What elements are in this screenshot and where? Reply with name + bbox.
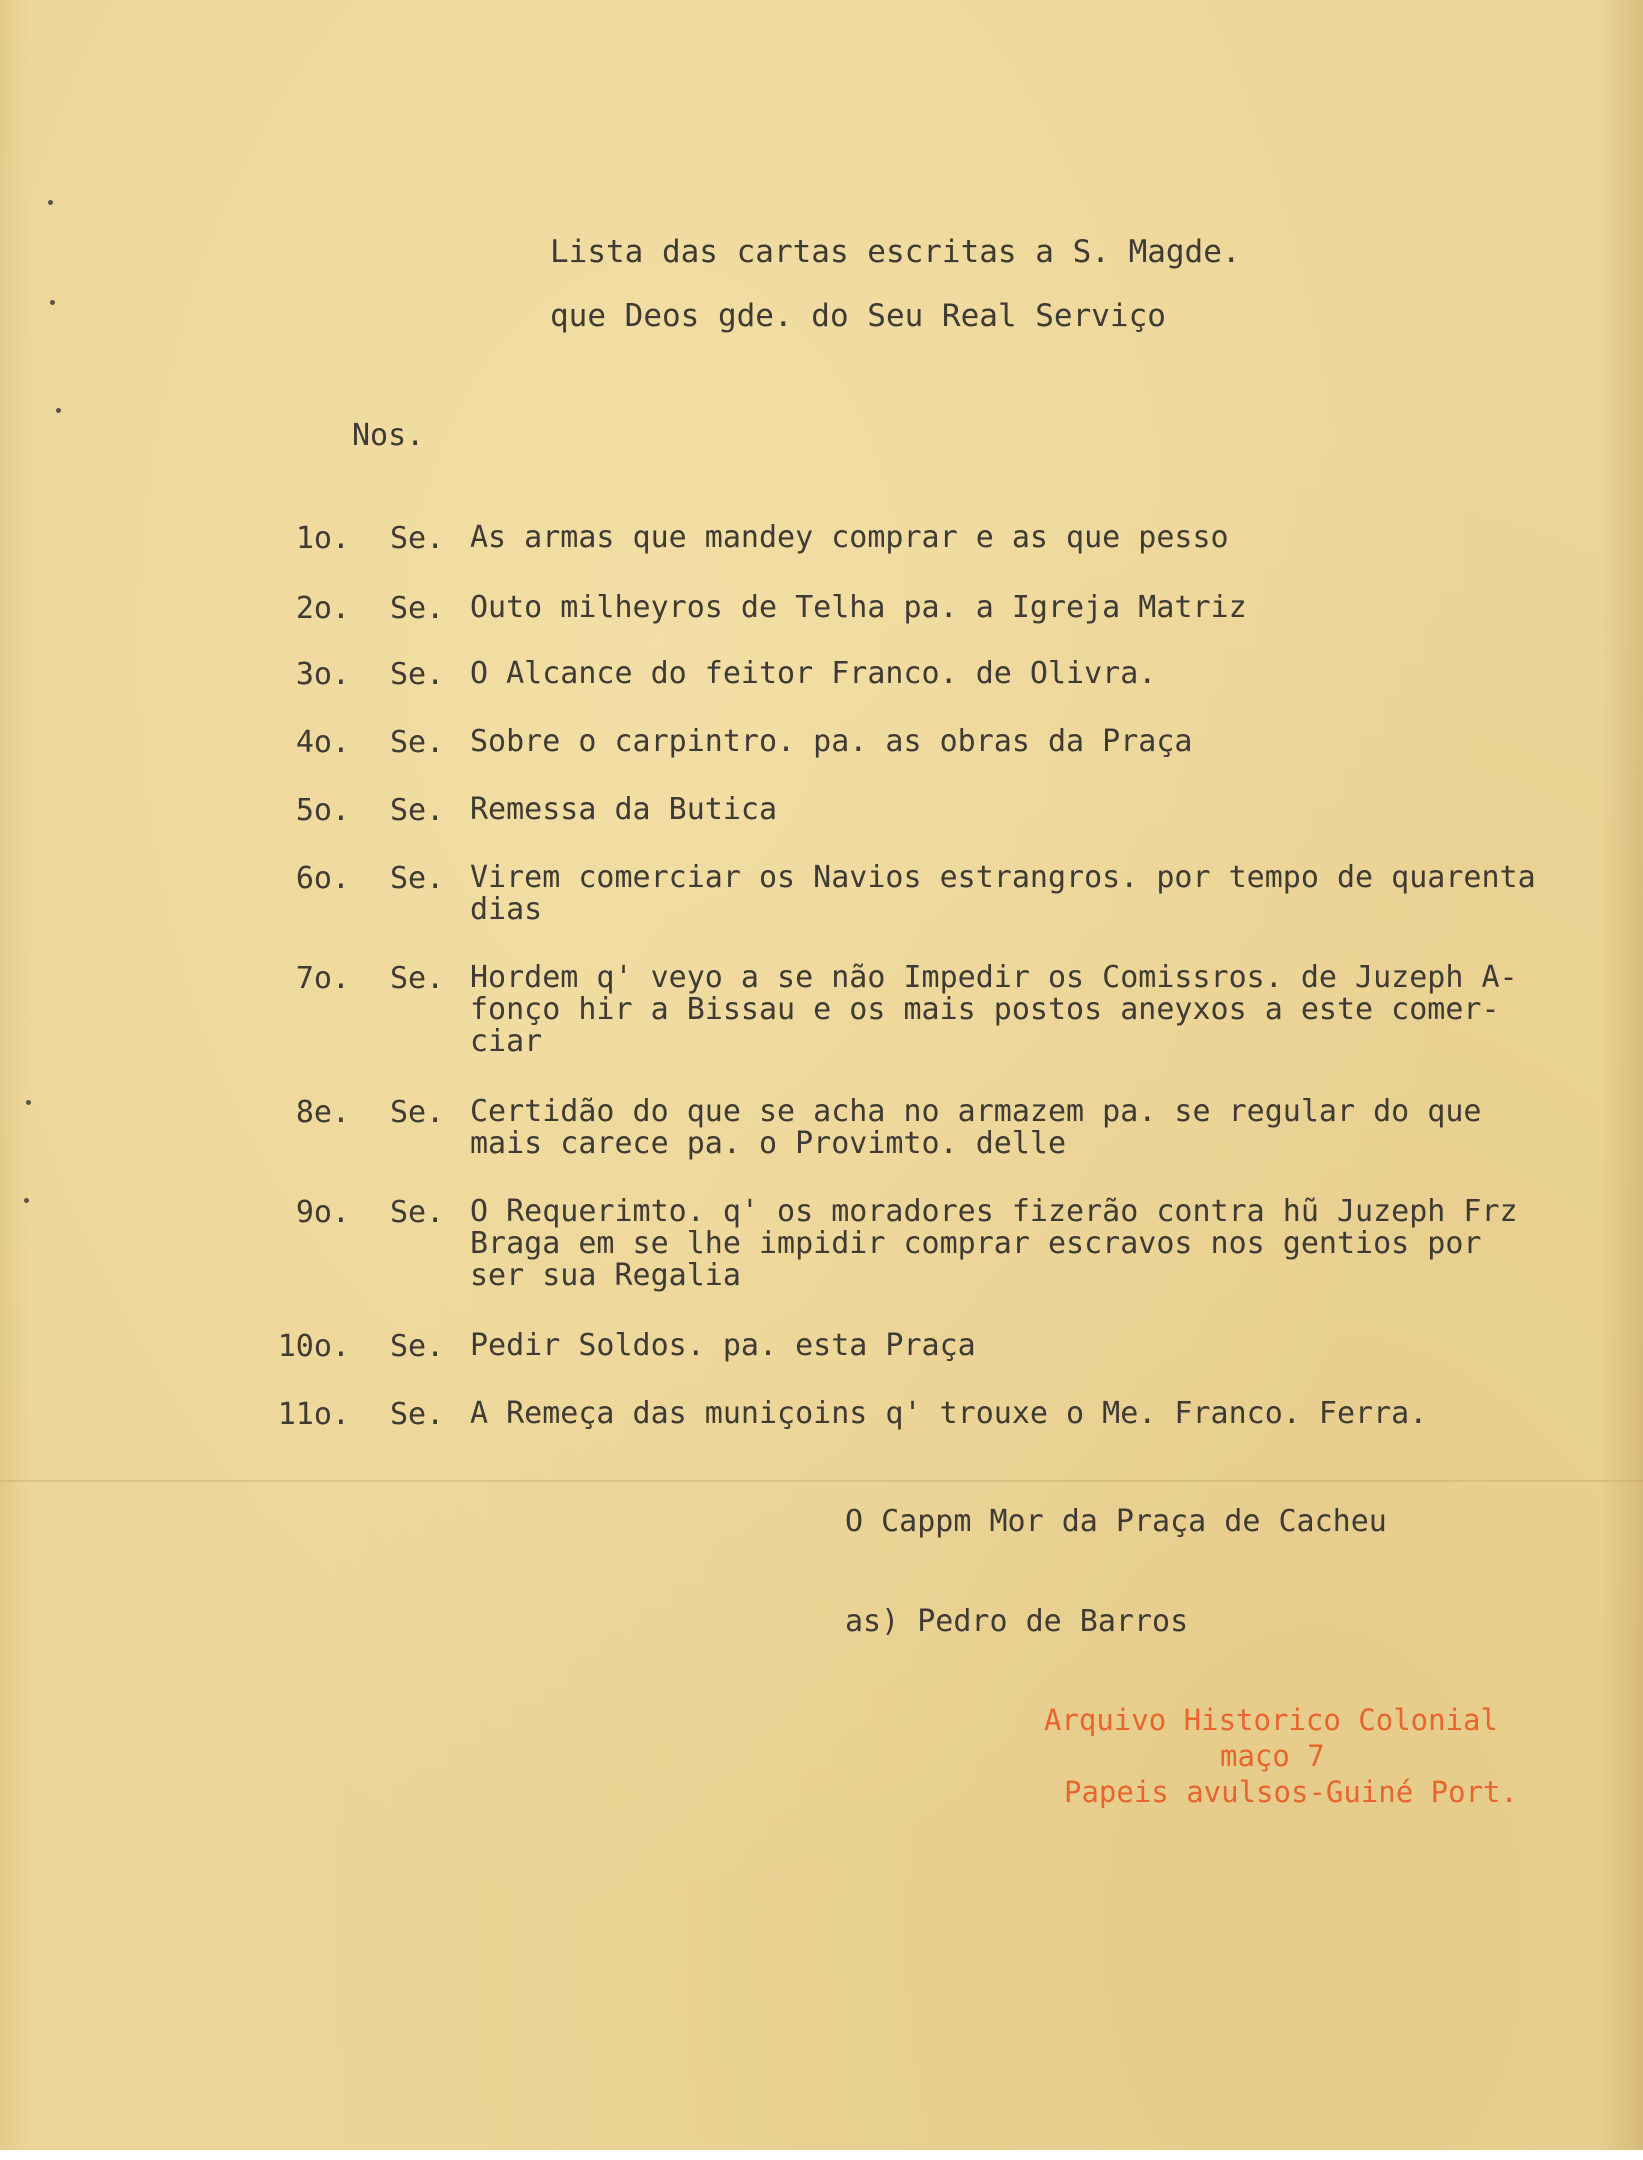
entry-number: 7o. [295,961,350,996]
entry-sigla: Se. [390,793,445,828]
entry-sigla: Se. [390,1195,445,1230]
entry-number: 6o. [295,861,350,896]
paper-speck [56,408,61,413]
entry-sigla: Se. [390,591,445,626]
paper-speck [26,1100,31,1105]
entry-text: Outo milheyros de Telha pa. a Igreja Matriz [470,590,1247,625]
entry-text: A Remeça das muniçoins q' trouxe o Me. Franco. Ferra. [470,1396,1428,1431]
entry-number: 11o. [277,1397,350,1432]
entry-text: Virem comerciar os Navios estrangros. por tempo de quarenta dias [470,860,1536,927]
entry-number: 5o. [295,793,350,828]
entry-number: 2o. [295,591,350,626]
entry-text: Hordem q' veyo a se não Impedir os Comissros. de Juzeph A- fonço hir a Bissau e os mais postos aneyxos a este comer- ciar [470,960,1518,1059]
entry-sigla: Se. [390,725,445,760]
entry-text: Sobre o carpintro. pa. as obras da Praça [470,724,1193,759]
archive-stamp-line-3: Papeis avulsos-Guiné Port. [1064,1775,1518,1809]
entry-text: As armas que mandey comprar e as que pesso [470,520,1229,555]
entry-text: Certidão do que se acha no armazem pa. se regular do que mais carece pa. o Provimto. delle [470,1094,1482,1161]
entry-number: 8e. [295,1095,350,1130]
entry-number: 4o. [295,725,350,760]
paper-speck [50,300,55,305]
paper-fold-line [0,1480,1643,1482]
column-label-numbers: Nos. [352,418,425,453]
entry-text: O Alcance do feitor Franco. de Olivra. [470,656,1157,691]
entry-sigla: Se. [390,1397,445,1432]
archive-stamp-line-1: Arquivo Historico Colonial [1044,1703,1498,1737]
entry-text: Pedir Soldos. pa. esta Praça [470,1328,976,1363]
entry-number: 9o. [295,1195,350,1230]
entry-number: 3o. [295,657,350,692]
document-heading [550,220,1241,348]
heading-line-1: Lista das cartas escritas a S. Magde. [550,234,1241,270]
entry-sigla: Se. [390,657,445,692]
heading-line-2: que Deos gde. do Seu Real Serviço [550,298,1166,334]
signature-title: O Cappm Mor da Praça de Cacheu [845,1504,1387,1539]
entry-sigla: Se. [390,521,445,556]
paper-speck [48,200,53,205]
entry-sigla: Se. [390,961,445,996]
entry-sigla: Se. [390,861,445,896]
entry-text: O Requerimto. q' os moradores fizerão contra hũ Juzeph Frz Braga em se lhe impidir comprar escravos nos gentios por ser sua Regalia [470,1194,1518,1293]
paper-speck [24,1198,29,1203]
entry-sigla: Se. [390,1095,445,1130]
entry-sigla: Se. [390,1329,445,1364]
entry-number: 1o. [295,521,350,556]
entry-text: Remessa da Butica [470,792,778,827]
archive-stamp-line-2: maço 7 [1220,1739,1325,1773]
signature-name: as) Pedro de Barros [845,1604,1189,1639]
entry-number: 10o. [277,1329,350,1364]
archive-stamp [1000,1702,1643,1810]
